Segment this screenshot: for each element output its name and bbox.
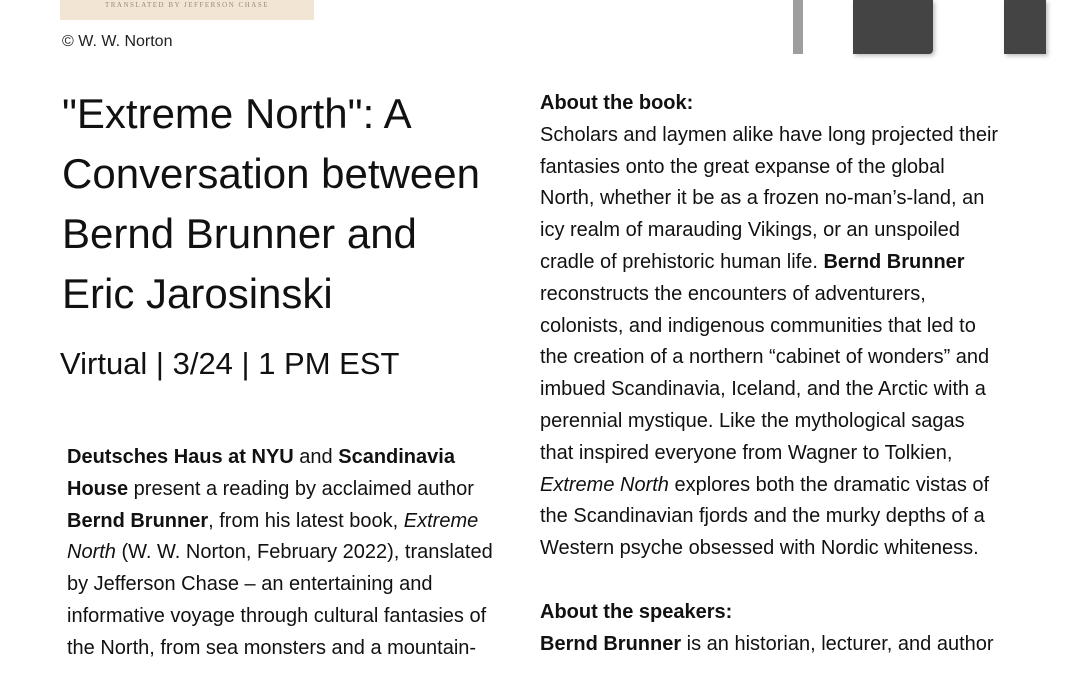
title-line: Eric Jarosinski — [62, 270, 333, 317]
paragraph-spacer — [540, 565, 1060, 597]
text-line: perennial mystique. Like the mythological sagas — [540, 409, 965, 432]
org-name: Deutsches Haus at NYU — [67, 446, 294, 468]
book-title: Extreme North — [540, 473, 669, 496]
org-name: Scandinavia — [338, 446, 455, 468]
about-section — [540, 88, 1060, 660]
text-line: colonists, and indigenous communities that led to — [540, 314, 976, 337]
text-line: the Scandinavian fjords and the murky depths of a — [540, 505, 985, 528]
text-line: that inspired everyone from Wagner to Tolkien, — [540, 441, 953, 464]
event-description — [67, 442, 527, 665]
page-title — [62, 84, 522, 324]
text-line: Extreme North explores both the dramatic vistas of — [540, 473, 990, 496]
text-line: House present a reading by acclaimed author — [67, 477, 474, 500]
title-line: Conversation between — [62, 150, 480, 197]
text-line: imbued Scandinavia, Iceland, and the Arctic with a — [540, 378, 986, 401]
event-details: Virtual | 3/24 | 1 PM EST — [60, 346, 400, 381]
book-title: North — [67, 541, 116, 564]
author-name: Bernd Brunner — [823, 250, 965, 273]
text-line: the creation of a northern “cabinet of wonders” and — [540, 346, 990, 369]
text-line: Bernd Brunner, from his latest book, Extreme — [67, 509, 479, 532]
text-line: reconstructs the encounters of adventurers, — [540, 282, 926, 305]
text-line: North (W. W. Norton, February 2022), translated — [67, 541, 493, 564]
image-credit: © W. W. Norton — [62, 33, 173, 50]
org-name: House — [67, 477, 129, 500]
text-line: cradle of prehistoric human life. Bernd Brunner — [540, 250, 965, 273]
author-name: Bernd Brunner — [540, 632, 682, 655]
text-line: Scholars and laymen alike have long projected their — [540, 123, 999, 146]
about-speakers-heading: About the speakers: — [540, 600, 733, 623]
text-line: Deutsches Haus at NYU and Scandinavia — [67, 446, 455, 468]
decorative-block — [853, 0, 933, 54]
decorative-block — [1004, 0, 1046, 54]
title-line: Bernd Brunner and — [62, 210, 417, 257]
book-cover-caption: TRANSLATED BY JEFFERSON CHASE — [104, 1, 269, 9]
text-line: the North, from sea monsters and a mountain- — [67, 636, 477, 659]
text-line: icy realm of marauding Vikings, or an unspoiled — [540, 219, 960, 242]
title-line: "Extreme North": A — [62, 90, 412, 137]
book-cover-image — [60, 0, 314, 20]
text-line: fantasies onto the great expanse of the global — [540, 155, 945, 178]
text-line: Western psyche obsessed with Nordic whiteness. — [540, 537, 979, 560]
decorative-bar — [793, 0, 803, 54]
book-title: Extreme — [403, 509, 479, 532]
author-name: Bernd Brunner — [67, 509, 209, 532]
text-line: Bernd Brunner is an historian, lecturer, and author — [540, 632, 994, 655]
text-line: North, whether it be as a frozen no-man’s-land, an — [540, 187, 985, 210]
text-line: by Jefferson Chase – an entertaining and — [67, 573, 433, 596]
text-line: informative voyage through cultural fantasies of — [67, 604, 487, 627]
about-book-heading: About the book: — [540, 92, 694, 114]
